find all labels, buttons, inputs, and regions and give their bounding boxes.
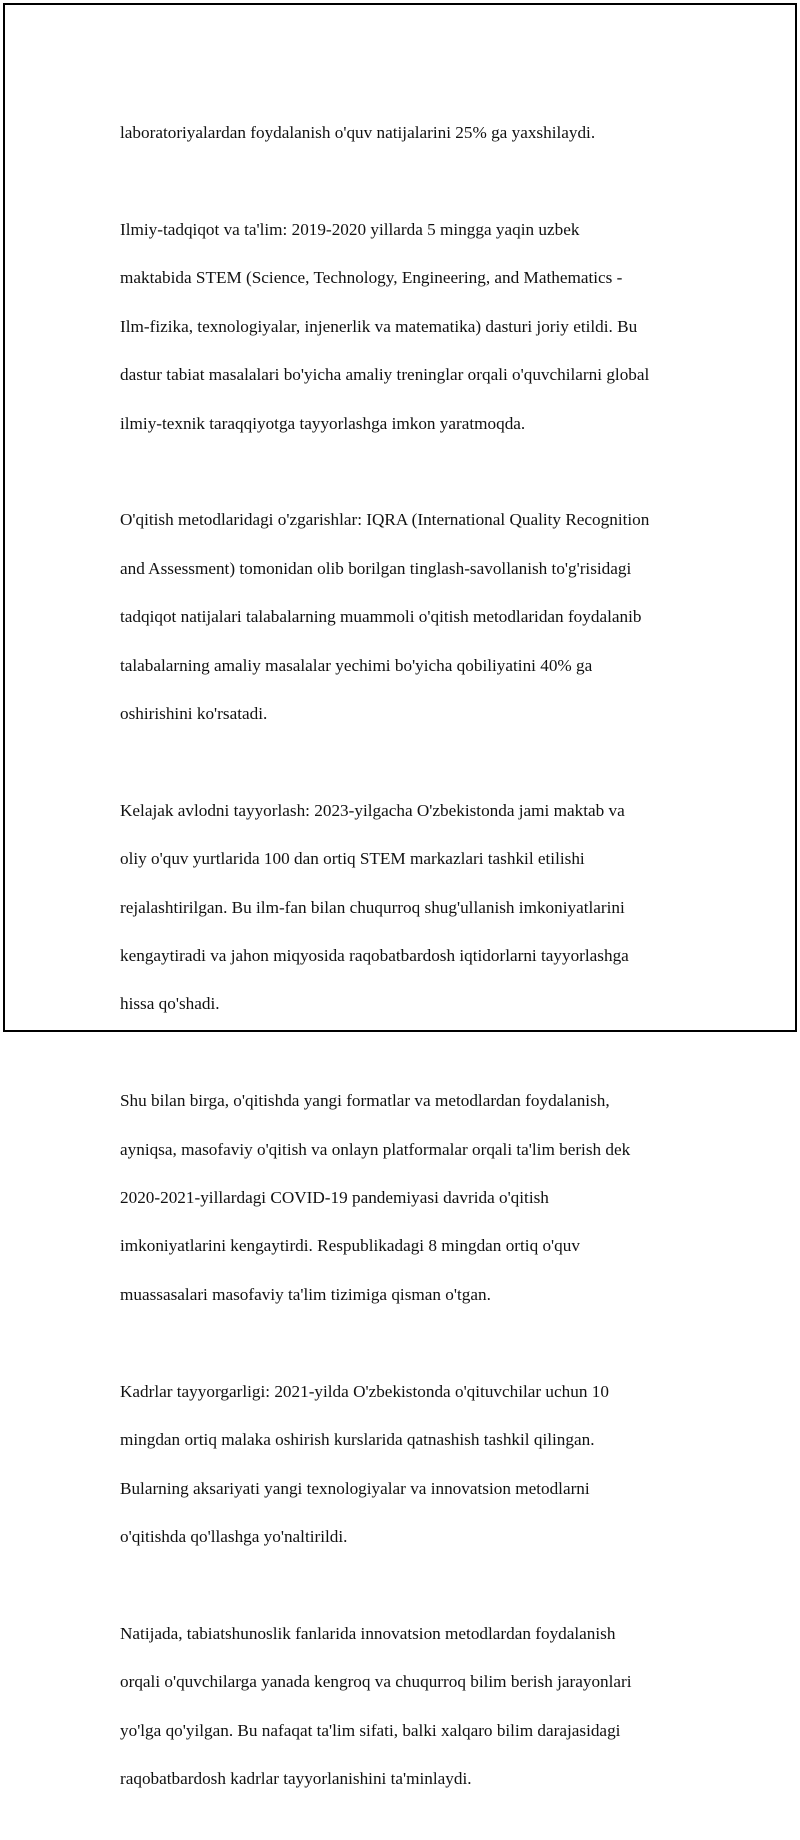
- text-line: Natijada, tabiatshunoslik fanlarida innovatsion metodlardan foydalanish: [120, 1623, 616, 1643]
- text-line: Kelajak avlodni tayyorlash: 2023-yilgacha O'zbekistonda jami maktab va: [120, 800, 625, 820]
- text-line: dastur tabiat masalalari bo'yicha amaliy treninglar orqali o'quvchilarni global: [120, 365, 650, 385]
- text-line: ilmiy-texnik taraqqiyotga tayyorlashga imkon yaratmoqda.: [120, 413, 526, 433]
- document-body: [120, 97, 700, 1840]
- text-line: Ilmiy-tadqiqot va ta'lim: 2019-2020 yillarda 5 mingga yaqin uzbek: [120, 220, 580, 239]
- text-line: oliy o'quv yurtlarida 100 dan ortiq STEM markazlari tashkil etilishi: [120, 849, 585, 869]
- text-line: Kadrlar tayyorgarligi: 2021-yilda O'zbekistonda o'qituvchilar uchun 10: [120, 1381, 609, 1401]
- text-line: Shu bilan birga, o'qitishda yangi formatlar va metodlardan foydalanish,: [120, 1091, 610, 1111]
- text-line: O'qitish metodlaridagi o'zgarishlar: IQRA (International Quality Recognition: [120, 510, 650, 530]
- text-line: rejalashtirilgan. Bu ilm-fan bilan chuqurroq shug'ullanish imkoniyatlarini: [120, 897, 625, 917]
- text-line: Ilm-fizika, texnologiyalar, injenerlik va matematika) dasturi joriy etildi. Bu: [120, 316, 638, 336]
- text-line: laboratoriyalardan foydalanish o'quv natijalarini 25% ga yaxshilaydi.: [120, 123, 596, 143]
- text-line: ayniqsa, masofaviy o'qitish va onlayn platformalar orqali ta'lim berish dek: [120, 1139, 631, 1159]
- paragraph-conclusion: [120, 1598, 700, 1816]
- text-line: raqobatbardosh kadrlar tayyorlanishini ta'minlaydi.: [120, 1768, 472, 1788]
- text-line: Bularning aksariyati yangi texnologiyalar va innovatsion metodlarni: [120, 1478, 590, 1498]
- paragraph-research-education: [120, 194, 700, 460]
- text-line: talabalarning amaliy masalalar yechimi bo'yicha qobiliyatini 40% ga: [120, 655, 593, 675]
- text-line: o'qitishda qo'llashga yo'naltirildi.: [120, 1526, 348, 1546]
- text-line: kengaytiradi va jahon miqyosida raqobatbardosh iqtidorlarni tayyorlashga: [120, 946, 629, 966]
- paragraph-teaching-methods: [120, 484, 700, 750]
- text-line: mingdan ortiq malaka oshirish kurslarida qatnashish tashkil qilingan.: [120, 1430, 595, 1450]
- paragraph-new-formats: [120, 1065, 700, 1331]
- text-line: and Assessment) tomonidan olib borilgan tinglash-savollanish to'g'risidagi: [120, 558, 632, 578]
- text-line: 2020-2021-yillardagi COVID-19 pandemiyasi davrida o'qitish: [120, 1188, 549, 1208]
- text-line: oshirishini ko'rsatadi.: [120, 704, 268, 724]
- paragraph-lab-results: [120, 97, 700, 170]
- text-line: imkoniyatlarini kengaytirdi. Respublikadagi 8 mingdan ortiq o'quv: [120, 1236, 580, 1256]
- page-frame: [3, 3, 797, 1788]
- text-line: tadqiqot natijalari talabalarning muammoli o'qitish metodlaridan foydalanib: [120, 607, 642, 627]
- text-line: yo'lga qo'yilgan. Bu nafaqat ta'lim sifati, balki xalqaro bilim darajasidagi: [120, 1720, 621, 1740]
- text-line: muassasalari masofaviy ta'lim tizimiga qisman o'tgan.: [120, 1284, 491, 1304]
- text-line: hissa qo'shadi.: [120, 994, 220, 1014]
- text-line: maktabida STEM (Science, Technology, Engineering, and Mathematics -: [120, 268, 623, 288]
- text-line: orqali o'quvchilarga yanada kengroq va chuqurroq bilim berish jarayonlari: [120, 1672, 632, 1692]
- paragraph-staff-training: [120, 1355, 700, 1573]
- paragraph-future-generation: [120, 775, 700, 1041]
